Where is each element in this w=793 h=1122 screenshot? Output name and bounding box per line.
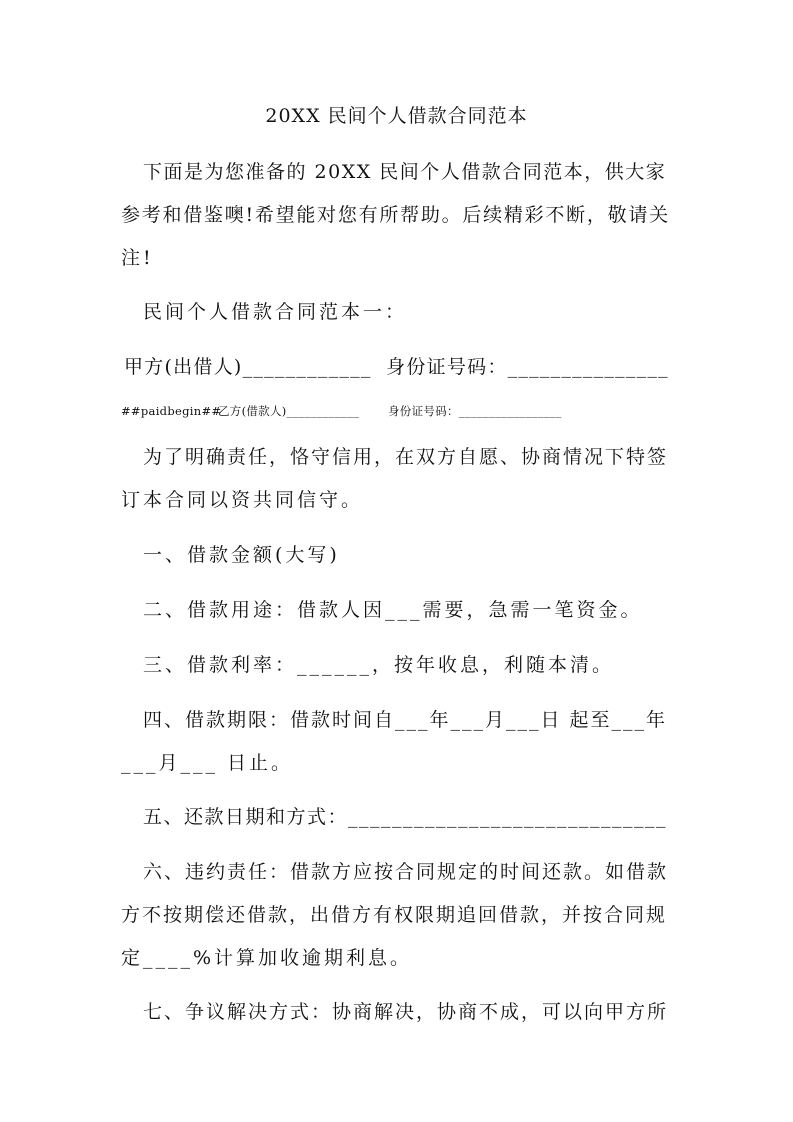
clause-4-line-1: 四、借款期限：借款时间自___年___月___日 起至___年 bbox=[143, 709, 668, 731]
party-b-id-line: 身份证号码：_________________ bbox=[388, 404, 562, 418]
section-heading: 民间个人借款合同范本一： bbox=[143, 301, 408, 323]
clause-1: 一、借款金额(大写) bbox=[143, 544, 340, 566]
clause-6-line-3: 定____%计算加收逾期利息。 bbox=[121, 947, 413, 969]
clause-7-line-1: 七、争议解决方式：协商解决，协商不成，可以向甲方所 bbox=[143, 1001, 669, 1023]
clause-6-line-1: 六、违约责任：借款方应按合同规定的时间还款。如借款 bbox=[143, 861, 669, 883]
preamble-line-2: 订本合同以资共同信守。 bbox=[121, 489, 364, 511]
preamble-line-1: 为了明确责任，恪守信用，在双方自愿、协商情况下特签 bbox=[143, 446, 669, 468]
clause-3: 三、借款利率：______，按年收息，利随本清。 bbox=[143, 654, 615, 676]
clause-5: 五、还款日期和方式：_____________________________ bbox=[143, 806, 668, 828]
party-b-line: 乙方(借款人)____________ bbox=[218, 404, 360, 418]
paid-marker: ##paidbegin## bbox=[121, 404, 222, 418]
intro-line-1: 下面是为您准备的 20XX 民间个人借款合同范本，供大家 bbox=[143, 161, 667, 183]
document-title: 20XX 民间个人借款合同范本 bbox=[265, 105, 528, 127]
party-a-line: 甲方(出借人)____________ 身份证号码：_______________ bbox=[124, 356, 669, 378]
clause-2: 二、借款用途：借款人因___需要，急需一笔资金。 bbox=[143, 599, 643, 621]
clause-6-line-2: 方不按期偿还借款，出借方有权限期追回借款，并按合同规 bbox=[121, 904, 668, 926]
clause-4-line-2: ___月___ 日止。 bbox=[121, 752, 294, 774]
intro-line-2: 参考和借鉴噢!希望能对您有所帮助。后续精彩不断，敬请关 bbox=[121, 204, 670, 226]
intro-line-3: 注! bbox=[121, 247, 154, 269]
